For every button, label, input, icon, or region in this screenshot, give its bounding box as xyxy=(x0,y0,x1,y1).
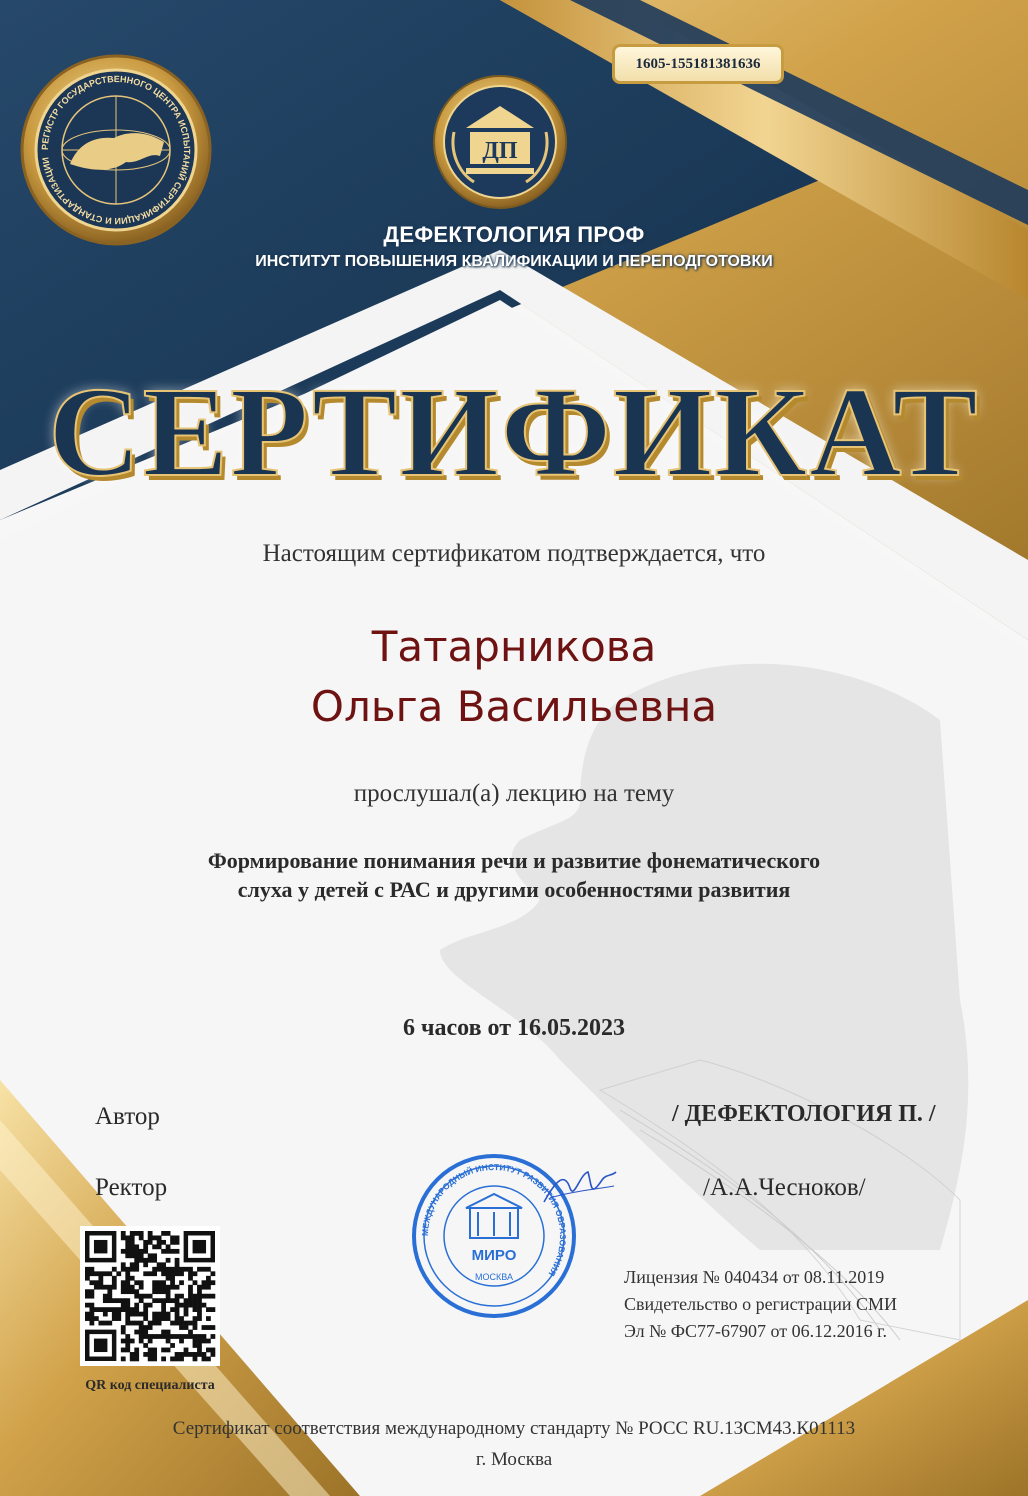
seal-ring-text: РЕГИСТР ГОСУДАРСТВЕННОГО ЦЕНТРА ИСПЫТАНИЙ СЕРТИФИКАЦИИ И СТАНДАРТИЗАЦИИ xyxy=(39,73,193,227)
stamp-label: МИРО xyxy=(471,1247,517,1264)
license-line-3: Эл № ФС77-67907 от 06.12.2016 г. xyxy=(624,1321,888,1341)
qr-code-pattern xyxy=(80,1226,220,1366)
topic-line-2: слуха у детей с РАС и другими особенностями развития xyxy=(237,877,791,902)
hours-and-date: 6 часов от 16.05.2023 xyxy=(402,1015,626,1041)
rector-signature xyxy=(540,1162,620,1212)
org-name: ДЕФЕКТОЛОГИЯ ПРОФ xyxy=(383,222,645,247)
rector-name: /А.А.Чесноков/ xyxy=(703,1174,866,1201)
rector-label: Ректор xyxy=(95,1174,168,1201)
serial-number: 1605-155181381636 xyxy=(612,44,784,84)
dp-logo-text: ДП xyxy=(482,138,518,164)
registry-seal xyxy=(18,52,214,248)
license-line-2: Свидетельство о регистрации СМИ xyxy=(624,1294,898,1314)
lecture-topic xyxy=(0,846,1028,904)
author-name: / ДЕФЕКТОЛОГИЯ П. / xyxy=(672,1101,936,1127)
topic-line-1: Формирование понимания речи и развитие фонематического xyxy=(207,848,821,873)
recipient-surname: Татарникова xyxy=(371,622,657,671)
license-line-1: Лицензия № 040434 от 08.11.2019 xyxy=(624,1267,885,1287)
footer-city: г. Москва xyxy=(475,1449,553,1470)
recipient-name: Ольга Васильевна xyxy=(310,682,718,731)
author-label: Автор xyxy=(95,1103,160,1130)
certificate-title: СЕРТИФИКАТ xyxy=(48,361,980,503)
qr-caption: QR код специалиста xyxy=(85,1378,215,1393)
confirmation-text: Настоящим сертификатом подтверждается, что xyxy=(262,540,766,567)
stamp-city: МОСКВА xyxy=(475,1272,513,1282)
stamp-ring-text: МЕЖДУНАРОДНЫЙ ИНСТИТУТ РАЗВИТИЯ ОБРАЗОВАНИЯ xyxy=(419,1161,569,1279)
dp-logo xyxy=(430,72,570,212)
qr-code[interactable] xyxy=(80,1226,220,1366)
lecture-intro: прослушал(а) лекцию на тему xyxy=(353,780,675,807)
footer-standard: Сертификат соответствия международному стандарту № РОСС RU.13СМ43.К01113 xyxy=(172,1418,856,1439)
license-info xyxy=(624,1264,897,1345)
org-subtitle: ИНСТИТУТ ПОВЫШЕНИЯ КВАЛИФИКАЦИИ И ПЕРЕПОДГОТОВКИ xyxy=(255,253,773,270)
